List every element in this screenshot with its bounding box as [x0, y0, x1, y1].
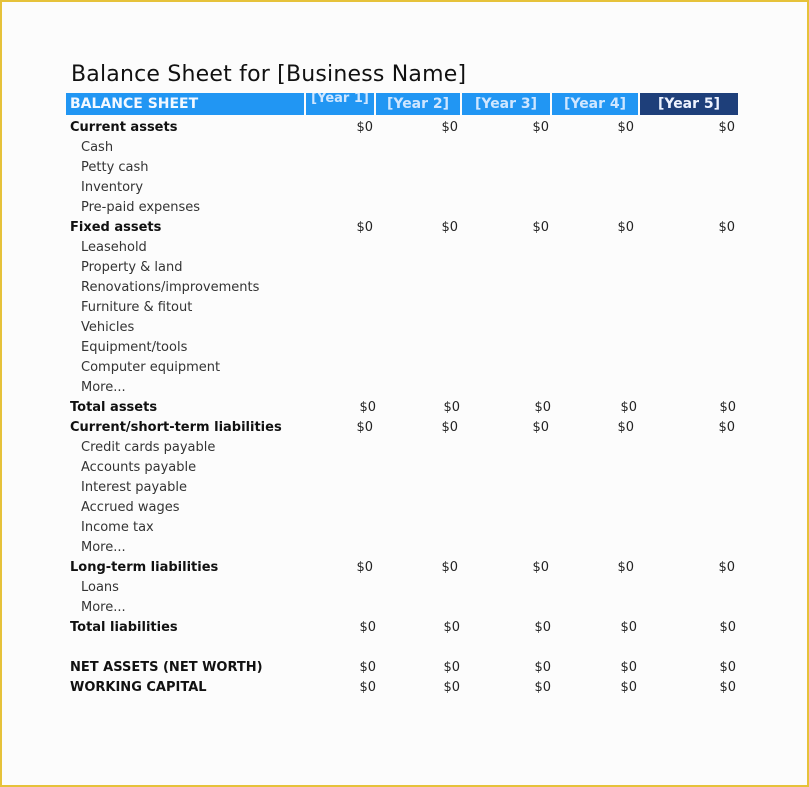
year-3-value: $0: [534, 660, 551, 675]
table-row: [2, 138, 807, 158]
line-item-label: Accrued wages: [81, 500, 180, 515]
year-4-value: $0: [617, 560, 634, 575]
header-label-cell: BALANCE SHEET: [66, 93, 304, 115]
year-4-value: $0: [620, 660, 637, 675]
table-row: [2, 238, 807, 258]
year-3-value: $0: [534, 680, 551, 695]
table-row: [2, 378, 807, 398]
table-row: [2, 558, 807, 578]
year-4-value: $0: [617, 420, 634, 435]
year-5-value: $0: [718, 420, 735, 435]
line-item-label: Cash: [81, 140, 114, 155]
year-5-value: $0: [719, 400, 736, 415]
table-row: [2, 298, 807, 318]
table-row: [2, 218, 807, 238]
table-row: [2, 358, 807, 378]
year-4-value: $0: [620, 620, 637, 635]
year-4-value: $0: [617, 220, 634, 235]
table-row: [2, 398, 807, 418]
line-item-label: Furniture & fitout: [81, 300, 193, 315]
page-title: Balance Sheet for [Business Name]: [71, 62, 467, 87]
year-2-value: $0: [443, 620, 460, 635]
header-year-4: [Year 4]: [552, 93, 638, 115]
line-item-label: Interest payable: [81, 480, 187, 495]
section-label: Total liabilities: [70, 620, 178, 635]
section-label: Current/short-term liabilities: [70, 420, 282, 435]
year-2-value: $0: [441, 560, 458, 575]
year-4-value: $0: [617, 120, 634, 135]
table-row: [2, 518, 807, 538]
line-item-label: Property & land: [81, 260, 183, 275]
year-5-value: $0: [719, 660, 736, 675]
section-label: Fixed assets: [70, 220, 162, 235]
table-row: [2, 158, 807, 178]
line-item-label: Income tax: [81, 520, 154, 535]
year-1-value: $0: [356, 120, 373, 135]
year-3-value: $0: [534, 400, 551, 415]
year-4-value: $0: [620, 680, 637, 695]
year-3-value: $0: [532, 420, 549, 435]
line-item-label: Renovations/improvements: [81, 280, 260, 295]
table-row: [2, 178, 807, 198]
year-2-value: $0: [443, 400, 460, 415]
table-row: [2, 618, 807, 638]
section-label: Total assets: [70, 400, 158, 415]
header-year-3: [Year 3]: [462, 93, 550, 115]
table-row: [2, 418, 807, 438]
year-3-value: $0: [532, 120, 549, 135]
line-item-label: Petty cash: [81, 160, 149, 175]
table-row: [2, 578, 807, 598]
year-2-value: $0: [441, 120, 458, 135]
line-item-label: Computer equipment: [81, 360, 221, 375]
table-row: [2, 598, 807, 618]
line-item-label: Loans: [81, 580, 119, 595]
line-item-label: More...: [81, 540, 126, 555]
line-item-label: More...: [81, 380, 126, 395]
table-row: [2, 658, 807, 678]
year-1-value: $0: [356, 420, 373, 435]
year-1-value: $0: [359, 400, 376, 415]
year-5-value: $0: [718, 120, 735, 135]
table-row: [2, 538, 807, 558]
line-item-label: Equipment/tools: [81, 340, 188, 355]
section-label: WORKING CAPITAL: [70, 680, 207, 695]
line-item-label: Pre-paid expenses: [81, 200, 201, 215]
line-item-label: More...: [81, 600, 126, 615]
year-5-value: $0: [719, 680, 736, 695]
spacer-row: [2, 638, 807, 658]
year-2-value: $0: [441, 220, 458, 235]
header-year-1: [Year 1]: [306, 93, 374, 115]
table-row: [2, 438, 807, 458]
year-2-value: $0: [443, 680, 460, 695]
table-row: [2, 338, 807, 358]
year-3-value: $0: [532, 560, 549, 575]
year-1-value: $0: [359, 680, 376, 695]
line-item-label: Accounts payable: [81, 460, 197, 475]
year-1-value: $0: [356, 220, 373, 235]
table-row: [2, 118, 807, 138]
section-label: Current assets: [70, 120, 178, 135]
year-5-value: $0: [719, 620, 736, 635]
year-3-value: $0: [534, 620, 551, 635]
table-row: [2, 458, 807, 478]
table-row: [2, 198, 807, 218]
year-4-value: $0: [620, 400, 637, 415]
year-5-value: $0: [718, 560, 735, 575]
table-row: [2, 478, 807, 498]
table-row: [2, 278, 807, 298]
year-2-value: $0: [441, 420, 458, 435]
year-1-value: $0: [359, 620, 376, 635]
year-1-value: $0: [359, 660, 376, 675]
table-row: [2, 678, 807, 698]
year-1-value: $0: [356, 560, 373, 575]
table-row: [2, 258, 807, 278]
line-item-label: Leasehold: [81, 240, 147, 255]
year-5-value: $0: [718, 220, 735, 235]
year-2-value: $0: [443, 660, 460, 675]
line-item-label: Inventory: [81, 180, 144, 195]
section-label: Long-term liabilities: [70, 560, 219, 575]
line-item-label: Credit cards payable: [81, 440, 216, 455]
section-label: NET ASSETS (NET WORTH): [70, 660, 263, 675]
year-3-value: $0: [532, 220, 549, 235]
table-row: [2, 498, 807, 518]
line-item-label: Vehicles: [81, 320, 135, 335]
header-year-5: [Year 5]: [640, 93, 738, 115]
header-year-2: [Year 2]: [376, 93, 460, 115]
table-row: [2, 318, 807, 338]
